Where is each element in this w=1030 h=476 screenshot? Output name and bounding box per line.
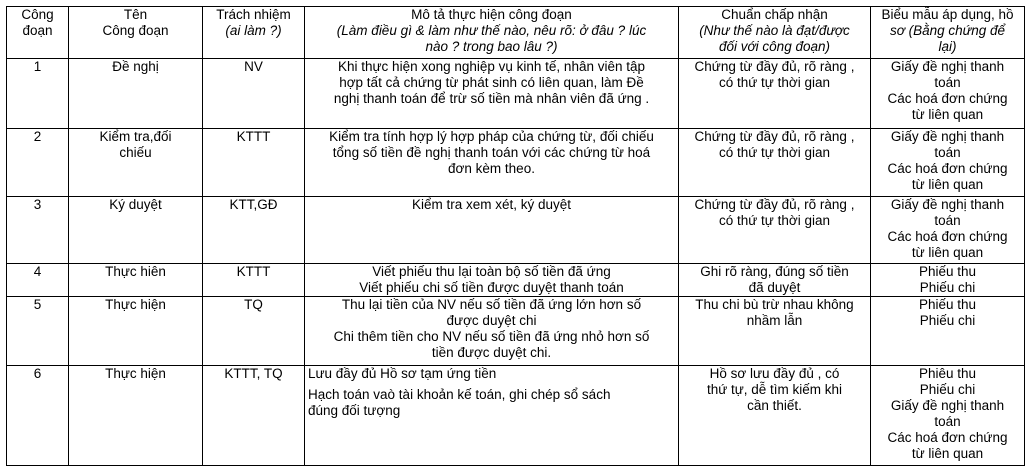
description-cell — [305, 264, 679, 297]
name-cell — [69, 366, 203, 466]
cell-text: tổng số tiền đề nghị thanh toán với các chứng từ hoá — [332, 145, 651, 160]
criteria-cell — [679, 197, 871, 264]
cell-text: Chứng từ đầy đủ, rõ ràng , — [694, 197, 855, 212]
cell-text: nhầm lẫn — [746, 313, 803, 328]
cell-text: Kiểm tra,đối — [99, 129, 172, 144]
table-row — [7, 297, 1025, 366]
name-cell — [69, 129, 203, 197]
cell-text: Phiêu thu — [918, 366, 977, 381]
cell-text: hợp tất cả chứng từ phát sinh có liên quan, làm Đề — [339, 75, 644, 90]
cell-text: Kiểm tra tính hợp lý hợp pháp của chứng từ, đối chiếu — [329, 129, 654, 144]
cell-text: Các hoá đơn chứng — [887, 91, 1008, 106]
cell-text: Ký duyệt — [109, 197, 162, 212]
cell-text: thứ tự, dễ tìm kiếm khi — [706, 382, 843, 397]
header-text: sơ (Bằng chứng để — [889, 23, 1006, 38]
header-text: lại) — [938, 39, 957, 54]
forms-cell — [871, 59, 1025, 129]
cell-text: Giấy đề nghị thanh — [890, 398, 1005, 413]
forms-cell — [871, 366, 1025, 466]
header-text: đoạn — [22, 23, 53, 38]
description-cell — [305, 129, 679, 197]
cell-text: đã duyệt — [748, 280, 801, 295]
forms-cell — [871, 264, 1025, 297]
cell-text: Phiếu chi — [919, 313, 976, 328]
cell-text: Chứng từ đầy đủ, rõ ràng , — [694, 129, 855, 144]
cell-text: Viết phiếu chi số tiền được duyệt thanh toán — [359, 280, 624, 295]
name-cell — [69, 297, 203, 366]
cell-text: Ghi rõ ràng, đúng số tiền — [700, 264, 849, 279]
header-text: nào ? trong bao lâu ?) — [425, 39, 558, 54]
header-step — [7, 7, 69, 59]
cell-text: Phiếu thu — [918, 297, 977, 312]
cell-text: được duyệt chi — [446, 313, 537, 328]
header-text: đối với công đoạn) — [719, 39, 830, 54]
cell-text: từ liên quan — [911, 245, 984, 260]
description-cell — [305, 366, 679, 466]
cell-text: từ liên quan — [911, 177, 984, 192]
cell-text: cần thiết. — [747, 398, 802, 413]
cell-text: đơn kèm theo. — [448, 161, 535, 176]
name-cell — [69, 264, 203, 297]
cell-text: Giấy đề nghị thanh — [890, 197, 1005, 212]
cell-text: chiếu — [119, 145, 152, 160]
step-cell: 6 — [7, 366, 69, 466]
name-cell — [69, 197, 203, 264]
cell-text: Lưu đầy đủ Hồ sơ tạm ứng tiền — [308, 366, 497, 381]
forms-cell — [871, 197, 1025, 264]
header-text: Trách nhiệm — [216, 7, 291, 22]
header-text: Mô tả thực hiện công đoạn — [411, 7, 572, 22]
cell-text: Phiếu chi — [919, 382, 976, 397]
cell-text: toán — [934, 75, 961, 90]
responsibility-cell: KTT,GĐ — [203, 197, 305, 264]
step-cell: 2 — [7, 129, 69, 197]
responsibility-cell: KTTT — [203, 264, 305, 297]
header-text: Công — [21, 7, 54, 22]
header-description — [305, 7, 679, 59]
cell-text: Giấy đề nghị thanh — [890, 129, 1005, 144]
criteria-cell — [679, 366, 871, 466]
cell-text: Khi thực hiện xong nghiệp vụ kinh tế, nhân viên tập — [338, 59, 645, 74]
description-cell — [305, 197, 679, 264]
table-row — [7, 366, 1025, 466]
cell-text: toán — [934, 213, 961, 228]
cell-text: Các hoá đơn chứng — [887, 161, 1008, 176]
cell-text: Chứng từ đầy đủ, rõ ràng , — [694, 59, 855, 74]
cell-text: Viết phiếu thu lại toàn bộ số tiền đã ứng — [372, 264, 611, 279]
header-name — [69, 7, 203, 59]
header-criteria — [679, 7, 871, 59]
responsibility-cell: KTTT, TQ — [203, 366, 305, 466]
cell-text: Thực hiên — [105, 264, 166, 279]
criteria-cell — [679, 297, 871, 366]
forms-cell — [871, 297, 1025, 366]
header-text: Biểu mẫu áp dụng, hồ — [881, 7, 1014, 22]
header-text: (Làm điều gì & làm như thế nào, nêu rõ: ở đâu ? lúc — [336, 23, 647, 38]
responsibility-cell: KTTT — [203, 129, 305, 197]
cell-text: tiền được duyệt chi. — [431, 345, 552, 360]
cell-text: Các hoá đơn chứng — [887, 229, 1008, 244]
cell-text: có thứ tự thời gian — [719, 145, 830, 160]
header-text: (ai làm ?) — [225, 23, 282, 38]
criteria-cell — [679, 129, 871, 197]
header-text: Tên — [123, 7, 148, 22]
responsibility-cell: TQ — [203, 297, 305, 366]
table-row — [7, 197, 1025, 264]
name-cell — [69, 59, 203, 129]
criteria-cell — [679, 59, 871, 129]
header-responsibility — [203, 7, 305, 59]
cell-text: Thu chi bù trừ nhau không — [695, 297, 854, 312]
table-row — [7, 59, 1025, 129]
description-cell — [305, 297, 679, 366]
procedure-table — [6, 6, 1025, 466]
responsibility-cell: NV — [203, 59, 305, 129]
cell-text: Thu lại tiền của NV nếu số tiền đã ứng lớn hơn số — [341, 297, 642, 312]
cell-text: Giấy đề nghị thanh — [890, 59, 1005, 74]
description-cell — [305, 59, 679, 129]
header-row — [7, 7, 1025, 59]
cell-text: từ liên quan — [911, 107, 984, 122]
cell-text: Phiếu chi — [919, 280, 976, 295]
cell-text: có thứ tự thời gian — [719, 213, 830, 228]
cell-text: Kiểm tra xem xét, ký duyệt — [411, 197, 572, 212]
step-cell: 1 — [7, 59, 69, 129]
step-cell: 5 — [7, 297, 69, 366]
cell-text: Thực hiện — [105, 366, 166, 381]
cell-text: nghị thanh toán để trừ số tiền mà nhân viên đã ứng . — [333, 91, 650, 106]
cell-text: Phiếu thu — [918, 264, 977, 279]
step-cell: 4 — [7, 264, 69, 297]
cell-text: Đề nghị — [112, 59, 159, 74]
criteria-cell — [679, 264, 871, 297]
cell-text: có thứ tự thời gian — [719, 75, 830, 90]
cell-text: toán — [934, 145, 961, 160]
cell-text: toán — [934, 414, 961, 429]
table-row — [7, 264, 1025, 297]
cell-text: Hồ sơ lưu đầy đủ , có — [709, 366, 840, 381]
cell-text: đúng đối tượng — [308, 403, 401, 418]
cell-text: Hạch toán vaò tài khoản kế toán, ghi chép sổ sách — [308, 387, 611, 402]
header-text: Chuẩn chấp nhận — [721, 7, 828, 22]
cell-text: Thực hiện — [105, 297, 166, 312]
cell-text: từ liên quan — [911, 446, 984, 461]
cell-text: Chi thêm tiền cho NV nếu số tiền đã ứng nhỏ hơn số — [333, 329, 650, 344]
step-cell: 3 — [7, 197, 69, 264]
header-text: (Như thế nào là đạt/được — [699, 23, 850, 38]
header-text: Công đoạn — [102, 23, 169, 38]
table-row — [7, 129, 1025, 197]
header-forms — [871, 7, 1025, 59]
forms-cell — [871, 129, 1025, 197]
cell-text: Các hoá đơn chứng — [887, 430, 1008, 445]
